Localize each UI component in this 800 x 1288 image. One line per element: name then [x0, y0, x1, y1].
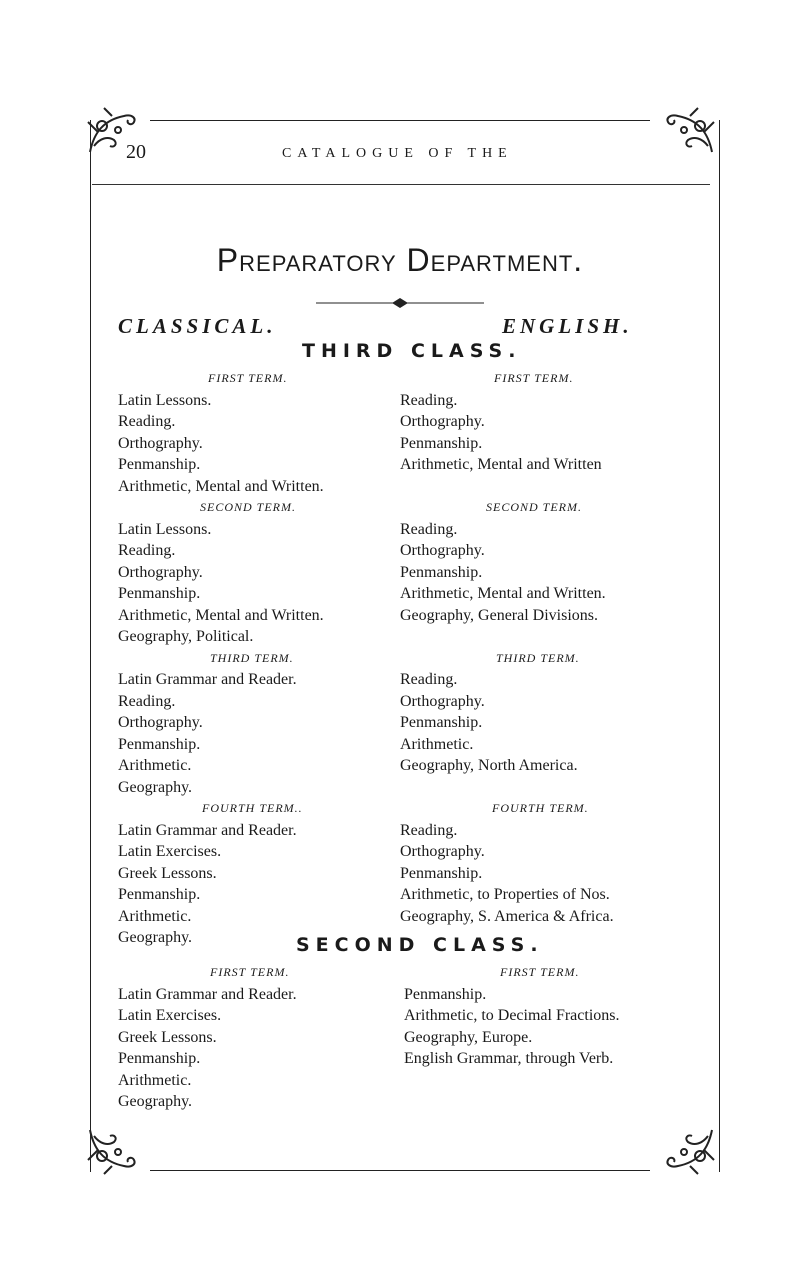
bottom-border-rule [150, 1170, 650, 1171]
english-heading: ENGLISH. [502, 314, 633, 338]
term-heading: FOURTH TERM. [492, 801, 589, 815]
term-heading: SECOND TERM. [486, 500, 582, 514]
second-class-heading: SECOND CLASS. [296, 934, 544, 956]
list-item: Orthography. [118, 434, 203, 452]
flourish-corner-icon [84, 1124, 140, 1180]
list-item: Arithmetic. [118, 907, 192, 925]
list-item: Reading. [118, 413, 176, 430]
list-item: Latin Grammar and Reader. [118, 821, 297, 839]
term-heading: FIRST TERM. [494, 371, 574, 385]
list-item: Penmanship. [118, 735, 201, 753]
third-class-english [400, 368, 690, 927]
list-item: Orthography. [118, 714, 203, 731]
third-class-classical [118, 368, 398, 949]
section-divider-icon [316, 296, 484, 310]
list-item: Latin Exercises. [118, 843, 222, 860]
list-item: Arithmetic, to Decimal Fractions. [404, 1007, 620, 1024]
term-heading: THIRD TERM. [496, 650, 580, 665]
list-item: Greek Lessons. [118, 1028, 217, 1046]
list-item: Reading. [400, 520, 458, 538]
list-item: Latin Lessons. [118, 520, 212, 538]
list-item: Arithmetic. [118, 757, 192, 774]
list-item: Geography, General Divisions. [400, 606, 599, 624]
list-item: Arithmetic, Mental and Written. [118, 606, 324, 624]
list-item: Penmanship. [400, 434, 483, 452]
list-item: English Grammar, through Verb. [404, 1050, 614, 1067]
spacer [400, 476, 690, 498]
list-item: Penmanship. [400, 563, 483, 581]
second-class-english [404, 962, 694, 1070]
term-heading: SECOND TERM. [200, 500, 296, 514]
list-item: Arithmetic, Mental and Written. [400, 585, 606, 602]
list-item: Orthography. [118, 563, 203, 581]
term-heading: FIRST TERM. [210, 965, 290, 979]
list-item: Arithmetic, Mental and Written. [118, 477, 324, 495]
page-number: 20 [126, 141, 146, 163]
list-item: Arithmetic, to Properties of Nos. [400, 886, 610, 903]
list-item: Orthography. [400, 413, 485, 430]
top-border-rule [150, 120, 650, 121]
running-title: CATALOGUE OF THE [282, 146, 513, 161]
list-item: Reading. [118, 692, 176, 710]
list-item: Orthography. [400, 542, 485, 559]
list-item: Latin Exercises. [118, 1007, 222, 1024]
list-item: Geography. [118, 1093, 193, 1110]
list-item: Orthography. [400, 843, 485, 860]
flourish-corner-icon [662, 102, 718, 158]
list-item: Reading. [400, 391, 458, 409]
list-item: Penmanship. [400, 714, 483, 731]
list-item: Penmanship. [118, 1050, 201, 1067]
flourish-corner-icon [662, 1124, 718, 1180]
list-item: Reading. [400, 821, 458, 839]
list-item: Geography, Political. [118, 628, 254, 645]
list-item: Penmanship. [400, 864, 483, 882]
list-item: Geography, North America. [400, 757, 578, 774]
list-item: Latin Grammar and Reader. [118, 671, 297, 688]
list-item: Geography. [118, 929, 193, 946]
department-title: Preparatory Department. [216, 242, 584, 278]
list-item: Orthography. [400, 692, 485, 710]
term-heading: THIRD TERM. [210, 650, 294, 665]
list-item: Latin Grammar and Reader. [118, 985, 297, 1003]
term-heading: FIRST TERM. [208, 371, 288, 385]
list-item: Penmanship. [118, 456, 201, 473]
classical-heading: CLASSICAL. [118, 314, 277, 338]
list-item: Arithmetic, Mental and Written [400, 456, 602, 473]
list-item: Arithmetic. [400, 735, 474, 753]
list-item: Penmanship. [404, 985, 487, 1003]
term-heading: FIRST TERM. [500, 965, 580, 979]
list-item: Reading. [400, 671, 458, 688]
list-item: Geography. [118, 778, 193, 796]
spacer [400, 777, 690, 799]
list-item: Penmanship. [118, 886, 201, 903]
header-rule [92, 184, 710, 185]
list-item: Greek Lessons. [118, 864, 217, 882]
list-item: Penmanship. [118, 585, 201, 602]
list-item: Latin Lessons. [118, 391, 212, 409]
list-item: Geography, Europe. [404, 1028, 533, 1046]
list-item: Arithmetic. [118, 1071, 192, 1089]
third-class-heading: THIRD CLASS. [302, 340, 522, 362]
second-class-classical [118, 962, 398, 1113]
list-item: Geography, S. America & Africa. [400, 907, 614, 925]
list-item: Reading. [118, 542, 176, 559]
spacer [400, 626, 690, 648]
term-heading: FOURTH TERM.. [202, 801, 303, 815]
